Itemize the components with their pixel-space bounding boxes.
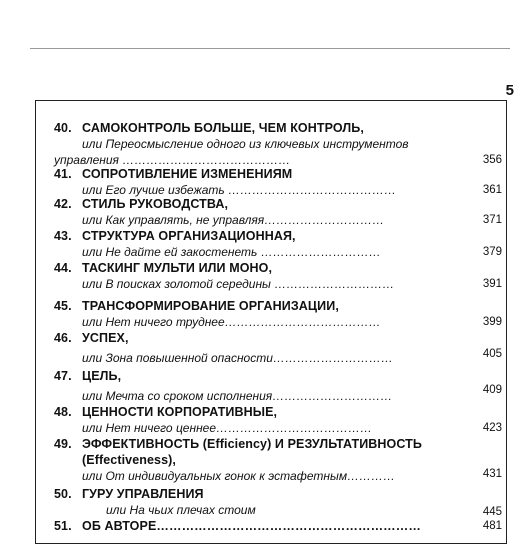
toc-entry-heading: ТАСКИНГ МУЛЬТИ ИЛИ МОНО, xyxy=(82,261,273,275)
toc-entry-heading: СОПРОТИВЛЕНИЕ ИЗМЕНЕНИЯМ xyxy=(82,167,293,181)
toc-entry-number: 50. xyxy=(54,487,72,501)
toc-entry-subtitle: или Зона повышенной опасности………………………… xyxy=(82,351,393,365)
page-number: 5 xyxy=(505,82,514,99)
toc-entry-heading: СТРУКТУРА ОРГАНИЗАЦИОННАЯ, xyxy=(82,229,296,243)
toc-entry-number: 44. xyxy=(54,261,72,275)
toc-entry-title xyxy=(54,369,121,383)
toc-entry-heading: СТИЛЬ РУКОВОДСТВА, xyxy=(82,197,229,211)
toc-entry-page: 481 xyxy=(482,520,502,532)
toc-entry-title xyxy=(54,331,129,345)
toc-entry-number: 47. xyxy=(54,369,72,383)
toc-entry-title-continued: (Effectiveness), xyxy=(82,453,176,467)
toc-entry-subtitle: или На чьих плечах стоим xyxy=(106,503,256,517)
toc-entry-number: 51. xyxy=(54,519,72,533)
toc-entry-number: 48. xyxy=(54,405,72,419)
toc-entry-subtitle: или Не дайте ей закостенеть ………………………… xyxy=(82,245,381,259)
toc-entry-heading: ЦЕННОСТИ КОРПОРАТИВНЫЕ, xyxy=(82,405,278,419)
toc-entry-heading: УСПЕХ, xyxy=(82,331,129,345)
toc-entry-title xyxy=(54,229,296,243)
toc-entry-title xyxy=(54,167,292,181)
toc-entry-title xyxy=(54,519,421,533)
toc-entry-subtitle: управления …………………………………… xyxy=(54,153,291,167)
toc-entry-subtitle: или В поисках золотой середины ………………………… xyxy=(82,277,395,291)
toc-entry-heading: ТРАНСФОРМИРОВАНИЕ ОРГАНИЗАЦИИ, xyxy=(82,299,339,313)
toc-entry-title xyxy=(54,121,364,135)
toc-entry-heading: ГУРУ УПРАВЛЕНИЯ xyxy=(82,487,204,501)
toc-entry-subtitle: или Нет ничего ценнее………………………………… xyxy=(82,421,373,435)
toc-entry-number: 40. xyxy=(54,121,72,135)
toc-entry-title xyxy=(54,437,422,451)
toc-entry-page: 409 xyxy=(482,384,502,396)
toc-entry-page: 371 xyxy=(482,214,502,226)
toc-entry-number: 46. xyxy=(54,331,72,345)
toc-entry-number: 49. xyxy=(54,437,72,451)
top-rule xyxy=(30,48,510,49)
toc-entry-page: 356 xyxy=(482,154,502,166)
toc-entry-page: 431 xyxy=(482,468,502,480)
toc-entry-title xyxy=(54,487,204,501)
toc-entry-number: 41. xyxy=(54,167,72,181)
toc-entry-heading: ОБ АВТОРЕ……………………………………………………… xyxy=(82,519,421,533)
toc-entry-heading: ЭФФЕКТИВНОСТЬ (Efficiency) И РЕЗУЛЬТАТИВНОСТЬ xyxy=(82,437,422,451)
toc-entry-page: 423 xyxy=(482,422,502,434)
toc-entry-page: 391 xyxy=(482,278,502,290)
toc-entry-subtitle: или Нет ничего труднее………………………………… xyxy=(82,315,381,329)
table-of-contents xyxy=(35,100,507,544)
toc-entry-title xyxy=(54,299,339,313)
toc-entry-number: 43. xyxy=(54,229,72,243)
toc-entry-title xyxy=(54,197,228,211)
toc-entry-number: 45. xyxy=(54,299,72,313)
toc-entry-title xyxy=(54,261,272,275)
toc-entry-subtitle: или Как управлять, не управляя………………………… xyxy=(82,213,385,227)
toc-entry-subtitle: или Мечта со сроком исполнения………………………… xyxy=(82,389,393,403)
toc-entry-page: 445 xyxy=(482,506,502,518)
toc-entry-number: 42. xyxy=(54,197,72,211)
toc-entry-title xyxy=(54,405,277,419)
toc-entry-page: 379 xyxy=(482,246,502,258)
toc-entry-subtitle: или Переосмысление одного из ключевых инструментов xyxy=(82,137,409,151)
toc-entry-page: 405 xyxy=(482,348,502,360)
toc-entry-page: 399 xyxy=(482,316,502,328)
toc-entry-heading: САМОКОНТРОЛЬ БОЛЬШЕ, ЧЕМ КОНТРОЛЬ, xyxy=(82,121,364,135)
toc-entry-subtitle: или От индивидуальных гонок к эстафетным………… xyxy=(82,469,396,483)
toc-entry-page: 361 xyxy=(482,184,502,196)
toc-entry-subtitle: или Его лучше избежать …………………………………… xyxy=(82,183,397,197)
toc-entry-heading: ЦЕЛЬ, xyxy=(82,369,122,383)
